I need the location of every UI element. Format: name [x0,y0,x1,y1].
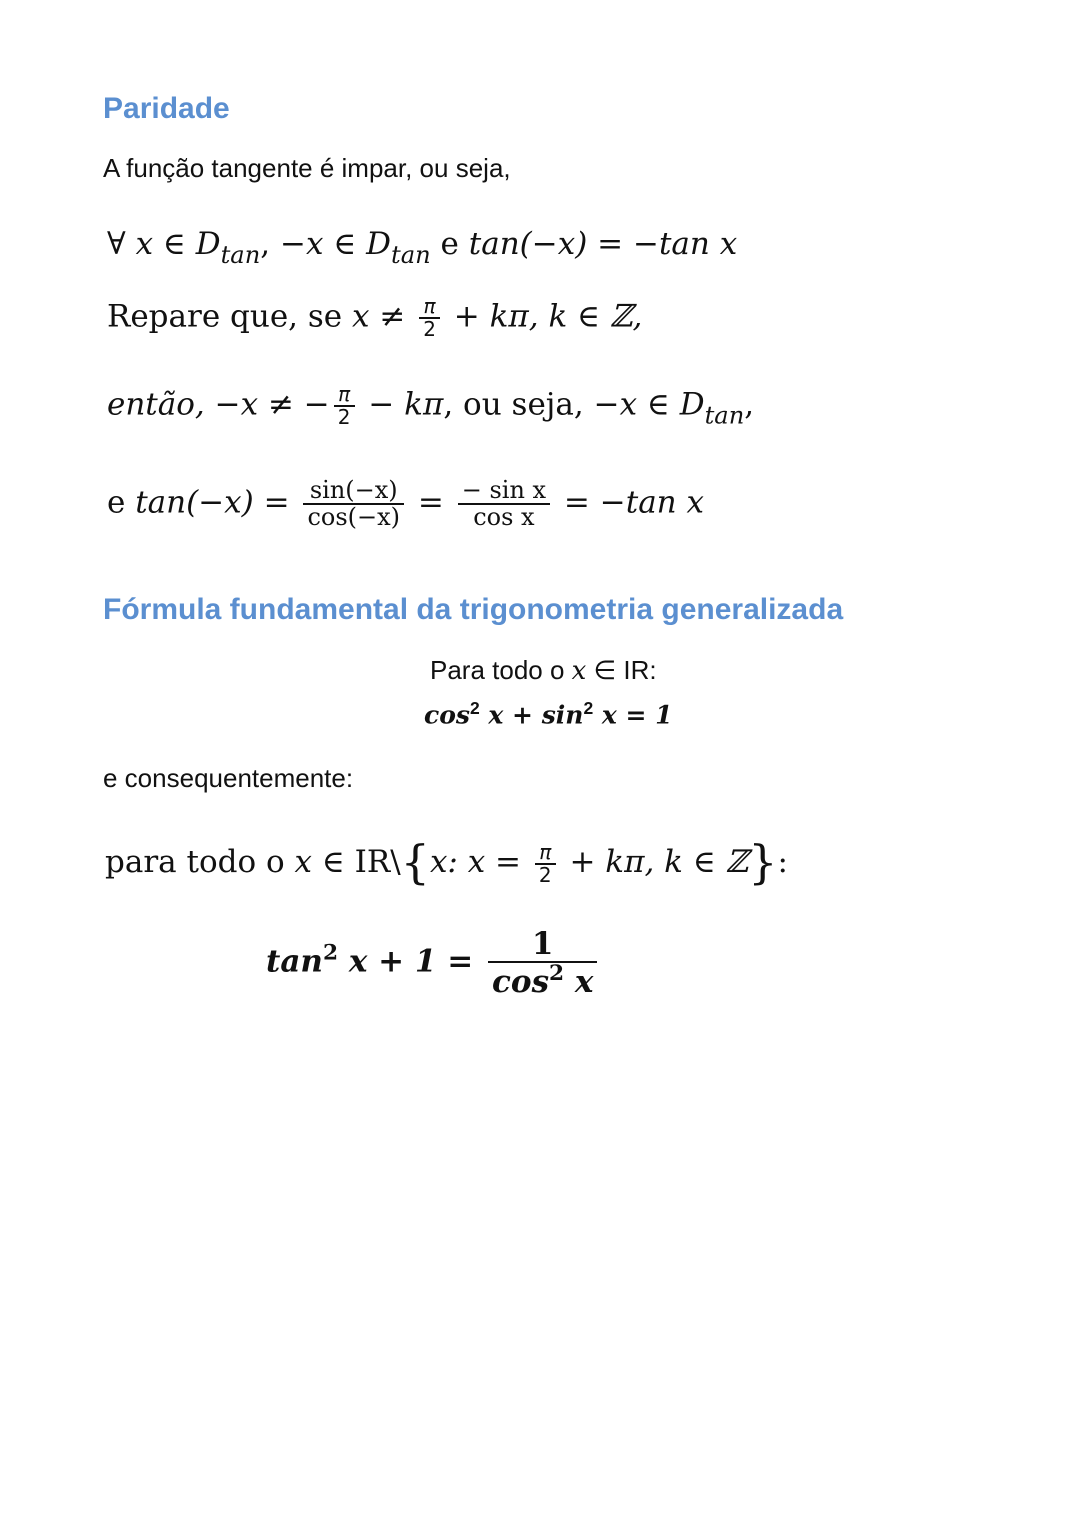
fraction-pi-over-2: $\frac{\pi}{2}$ [419,296,440,340]
fraction-one-over-cos-squared: $\frac{1}{\cos^2 x}$ [488,928,597,998]
heading-paridade: Paridade [103,92,230,125]
formula-tan-negative-x: e tan(−x) = $\frac{\sin(-x)}{\cos(-x)}$ = $\frac{\text{− sin x}}{\text{cos x}}$ = −tan x [107,476,704,532]
fraction-pi-over-2: $\frac{\pi}{2}$ [535,842,556,886]
formula-tan-squared-identity: $\tan^2 x + 1$ = $\frac{1}{\cos^2 x}$ [266,928,601,998]
fraction-neg-sin-over-cos: $\frac{\text{− sin x}}{\text{cos x}}$ [458,478,550,530]
para-todo-text: Para todo o x ∈ IR: [430,655,657,686]
forall-symbol: ∀ [107,226,136,262]
formula-domain-tan: para todo o x ∈ IR\{x: x = $\frac{\pi}{2}$ + kπ, k ∈ ℤ}: [105,835,788,889]
heading-formula-fundamental: Fórmula fundamental da trigonometria generalizada [103,593,844,626]
formula-repare-que: Repare que, se x ≠ $\frac{\pi}{2}$ + kπ, k ∈ ℤ, [107,294,643,341]
consequence-text: e consequentemente: [103,763,354,793]
intro-text: A função tangente é impar, ou seja, [103,153,511,183]
formula-odd-definition: ∀ x ∈ $D_{tan}$, −x ∈ $D_{tan}$ e tan(−x) = −tan x [107,226,738,270]
fraction-pi-over-2: $\frac{\pi}{2}$ [334,384,355,428]
formula-entao: então, −x ≠ − $\frac{\pi}{2}$ − kπ, ou seja, −x ∈ $D_{tan}$, [107,382,755,430]
pythagorean-identity: $\cos^2 x + \sin^2 x = 1$ [424,698,673,730]
fraction-sin-over-cos-neg: $\frac{\sin(-x)}{\cos(-x)}$ [303,478,404,530]
